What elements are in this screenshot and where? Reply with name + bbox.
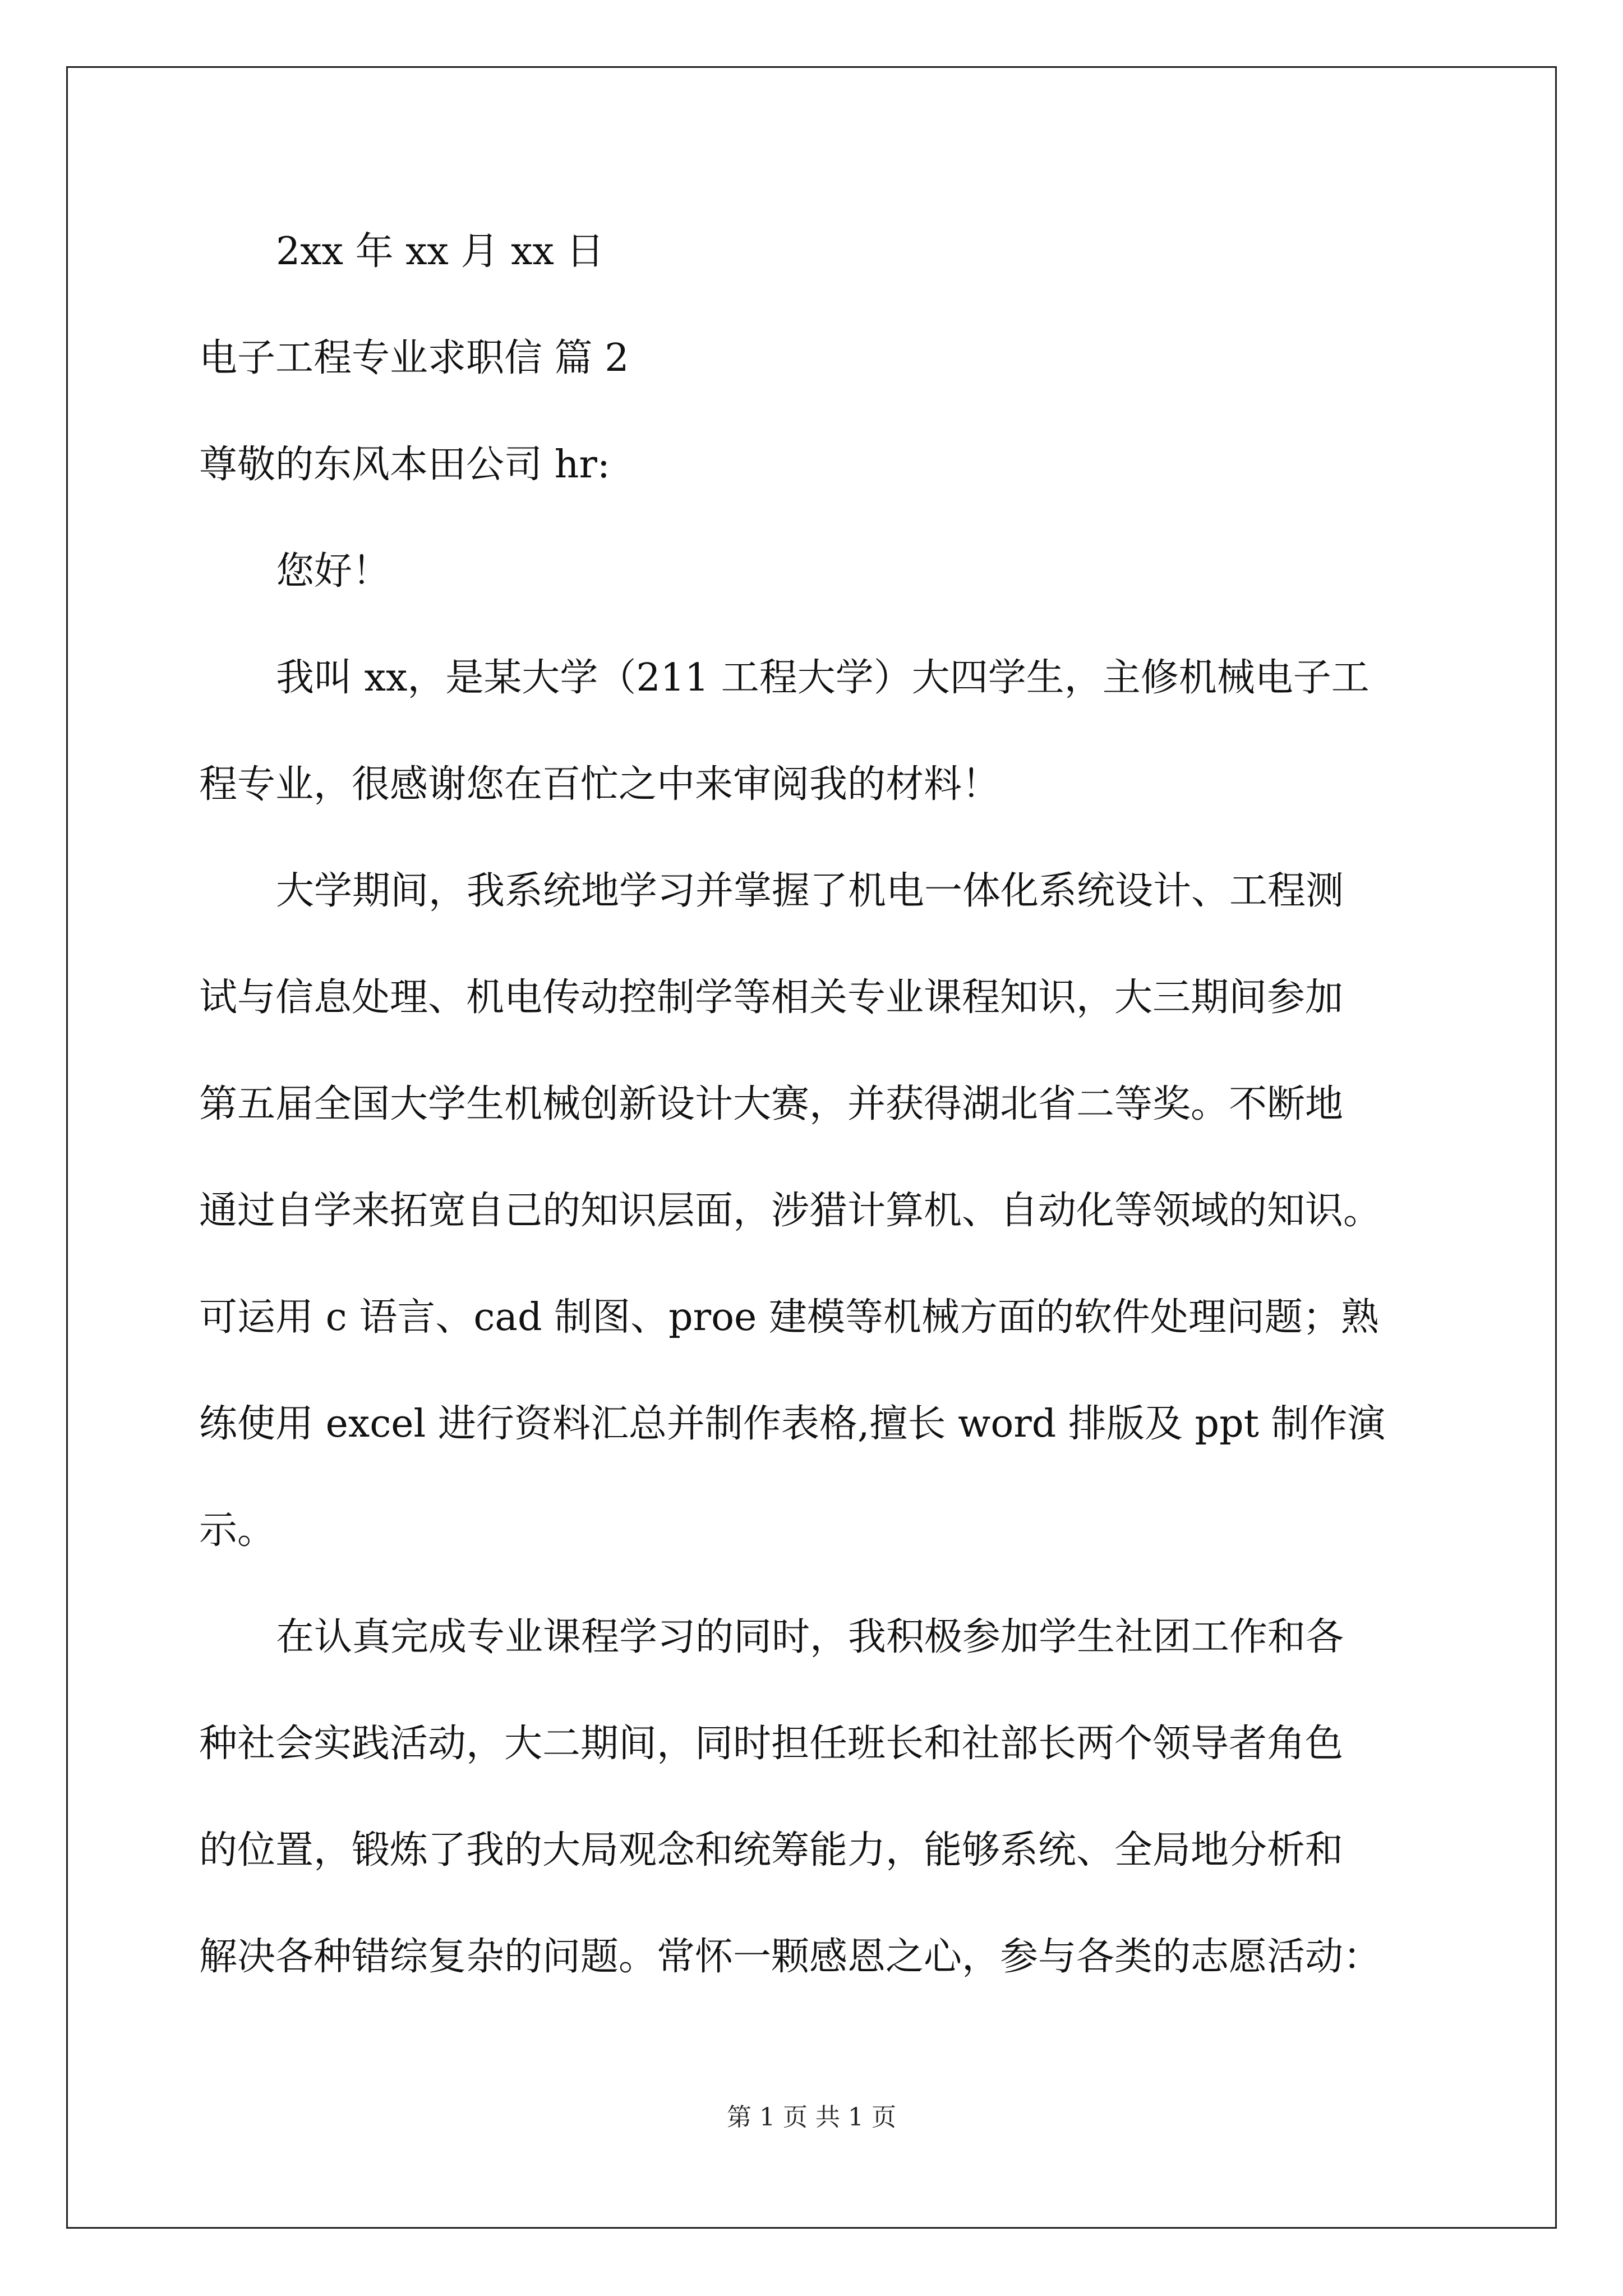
date-line: 2xx 年 xx 月 xx 日 (276, 229, 605, 274)
paragraph-line: 解决各种错综复杂的问题。常怀一颗感恩之心，参与各类的志愿活动： (199, 1935, 1382, 1979)
paragraph-line: 大学期间，我系统地学习并掌握了机电一体化系统设计、工程测 (276, 869, 1344, 913)
paragraph-line: 示。 (199, 1508, 276, 1553)
salutation: 尊敬的东风本田公司 hr: (199, 443, 610, 487)
paragraph-line: 练使用 excel 进行资料汇总并制作表格,擅长 word 排版及 ppt 制作演 (199, 1402, 1386, 1446)
paragraph-line: 可运用 c 语言、cad 制图、proe 建模等机械方面的软件处理问题；熟 (199, 1295, 1379, 1340)
paragraph-line: 通过自学来拓宽自己的知识层面，涉猎计算机、自动化等领域的知识。 (199, 1189, 1382, 1233)
paragraph-line: 第五届全国大学生机械创新设计大赛，并获得湖北省二等奖。不断地 (199, 1082, 1344, 1126)
paragraph-line: 的位置，锻炼了我的大局观念和统筹能力，能够系统、全局地分析和 (199, 1828, 1344, 1872)
page-footer: 第 1 页 共 1 页 (727, 2103, 896, 2132)
paragraph-line: 程专业，很感谢您在百忙之中来审阅我的材料！ (199, 762, 1000, 807)
paragraph-line: 种社会实践活动，大二期间，同时担任班长和社部长两个领导者角色 (199, 1722, 1344, 1766)
paragraph-line: 我叫 xx，是某大学（211 工程大学）大四学生，主修机械电子工 (276, 656, 1370, 700)
letter-heading: 电子工程专业求职信 篇 2 (199, 336, 629, 380)
greeting: 您好！ (276, 549, 391, 593)
page-border (66, 66, 1557, 2229)
paragraph-line: 在认真完成专业课程学习的同时，我积极参加学生社团工作和各 (276, 1615, 1344, 1659)
paragraph-line: 试与信息处理、机电传动控制学等相关专业课程知识，大三期间参加 (199, 976, 1344, 1020)
